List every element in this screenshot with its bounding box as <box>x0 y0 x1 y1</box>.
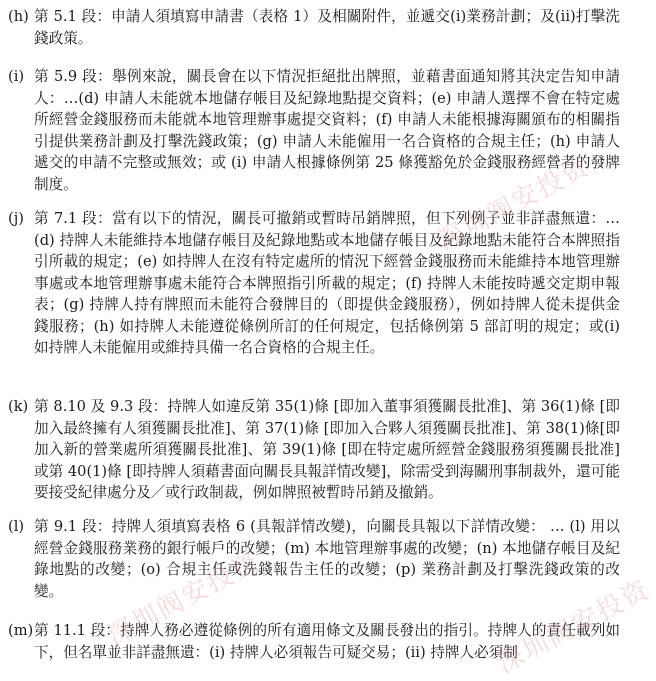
paragraph-text: 第 5.1 段：申請人須填寫申請書（表格 1）及相關附件，並遞交(i)業務計劃；及(ii)打擊洗錢政策。 <box>34 8 620 47</box>
paragraph-label: (i) <box>8 68 25 85</box>
watermark: 深圳阀安投资 <box>432 151 596 257</box>
paragraph-label: (k) <box>8 398 29 415</box>
paragraph-l <box>8 516 620 602</box>
paragraph-text: 第 11.1 段：持牌人務必遵從條例的所有適用條文及關長發出的指引。持牌人的責任載列如下，但名單並非詳盡無遺：(i) 持牌人必須報告可疑交易；(ii) 持牌人必須制 <box>34 622 620 661</box>
paragraph-i <box>8 66 620 195</box>
watermark: 深圳阀安投资 <box>102 546 266 652</box>
paragraph-text: 第 7.1 段：當有以下的情況，關長可撤銷或暫時吊銷牌照，但下列例子並非詳盡無遺：… (d) 持牌人未能維持本地儲存帳目及紀錄地點或本地儲存帳目及紀錄地點未能符合本牌照指引所載的規定；(e) 如持牌人在沒有特定處所的情況下經營金錢服務而未能維持本地管理辦事處或本地管理辦事處未能符合本牌照指引所載的規定；(f) 持牌人未能按時遞交定期申報表；(g) 持牌人持有牌照而未能符合發牌目的（即提供金錢服務），例如持牌人從未提供金錢服務；(h) 如持牌人未能遵從條例所訂的任何規定，包括條例第 5 部訂明的規定；或(i) 如持牌人未能僱用或維持具備一名合資格的合規主任。 <box>34 210 620 356</box>
paragraph-label: (m) <box>8 622 34 639</box>
watermark: 深圳阀安投资 <box>492 574 656 680</box>
paragraph-j <box>8 208 620 359</box>
paragraph-text: 第 5.9 段：舉例來說，關長會在以下情況拒絕批出牌照，並藉書面通知將其決定告知申請人：…(d) 申請人未能就本地儲存帳目及紀錄地點提交資料；(e) 申請人選擇不會在特定處所經營金錢服務而未能就本地管理辦事處提交資料；(f) 申請人未能根據海關頒布的相關指引提供業務計劃及打擊洗錢政策；(g) 申請人未能僱用一名合資格的合規主任；(h) 申請人遞交的申請不完整或無效；或 (i) 申請人根據條例第 25 條獲豁免於金錢服務經營者的發牌制度。 <box>34 68 620 193</box>
paragraph-h <box>8 6 620 49</box>
paragraph-text: 第 9.1 段：持牌人須填寫表格 6 (具報詳情改變)，向關長具報以下詳情改變： … (l) 用以經營金錢服務業務的銀行帳戶的改變；(m) 本地管理辦事處的改變；(n) 本地儲存帳目及紀錄地點的改變；(o) 合規主任或洗錢報告主任的改變；(p) 業務計劃及打擊洗錢政策的改變。 <box>34 518 620 600</box>
paragraph-k <box>8 396 620 504</box>
paragraph-label: (j) <box>8 210 24 227</box>
paragraph-label: (l) <box>8 518 25 535</box>
paragraph-label: (h) <box>8 8 29 25</box>
paragraph-text: 第 8.10 及 9.3 段：持牌人如違反第 35(1)條 [即加入董事須獲關長批准]、第 36(1)條 [即加入最終擁有人須獲關長批准]、第 37(1)條 [即加入合夥人須獲關長批准]、第 38(1)條[即加入新的營業處所須獲關長批准]、第 39(1)條 [即在特定處所經營金錢服務須獲關長批准]或第 40(1)條 [即持牌人須藉書面向關長具報詳情改變]，除需受到海關刑事制裁外，還可能要接受紀律處分及／或行政制裁，例如牌照被暫時吊銷及撤銷。 <box>34 398 620 501</box>
paragraph-m <box>8 620 620 663</box>
